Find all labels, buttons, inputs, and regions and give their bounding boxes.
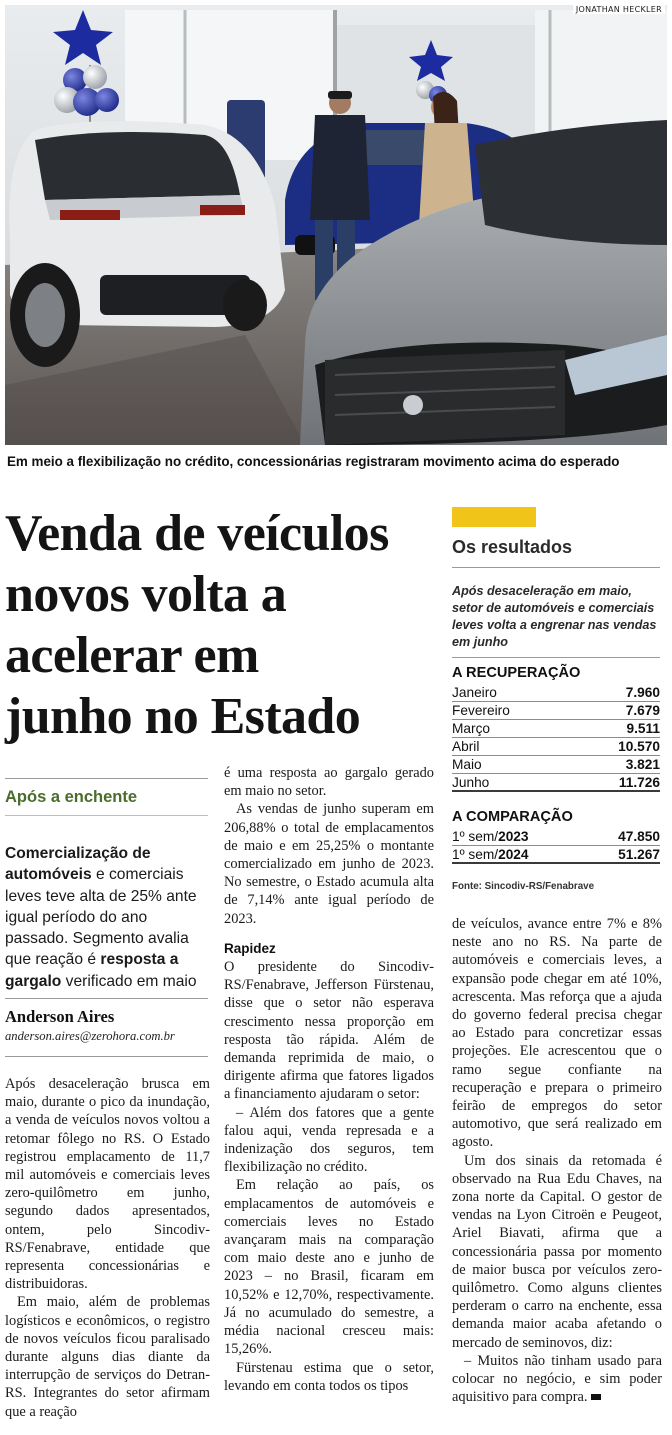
subheading: Rapidez <box>224 940 276 956</box>
news-photo <box>5 5 667 445</box>
table-row <box>452 756 660 774</box>
body-paragraph: Após desaceleração brusca em maio, durante o pico da inundação, a venda de veículos novos voltou a retomar fôlego no RS. O Estado registrou emplacamento de 11,7 mil automóveis e comerciais leves zero-quilômetro em junho, segundo dados apresentados, ontem, pelo Sincodiv-RS/Fenabrave, entidade que representa concessionárias e distribuidoras. <box>5 1076 210 1293</box>
row-value: 3.821 <box>625 757 660 772</box>
row-label: Junho <box>452 775 490 790</box>
table-row <box>452 828 660 846</box>
row-value: 9.511 <box>626 721 660 736</box>
table-row <box>452 774 660 792</box>
divider <box>5 815 208 816</box>
comparison-title: A COMPARAÇÃO <box>452 809 573 825</box>
row-label-prefix: 1º sem/ <box>452 847 499 862</box>
sidebar-accent-bar <box>452 507 536 527</box>
divider <box>5 998 208 999</box>
section-kicker: Após a enchente <box>5 788 138 806</box>
body-column-2 <box>224 764 434 1395</box>
headline-line-2: novos volta a <box>5 566 287 623</box>
divider <box>452 567 660 568</box>
divider <box>452 657 660 658</box>
row-label: Fevereiro <box>452 703 510 718</box>
body-paragraph: O presidente do Sincodiv-RS/Fenabrave, Jefferson Fürstenau, disse que o setor não esperava crescimento nessa proporção em resposta tão rápida. Além de demanda reprimida de maio, o dirigente afirma que fatores ligados a financiamento ajudaram o setor: <box>224 959 434 1103</box>
divider <box>5 778 208 779</box>
row-label: Abril <box>452 739 480 754</box>
photo-caption: Em meio a flexibilização no crédito, concessionárias registraram movimento acima do esperado <box>7 454 620 469</box>
summary <box>5 843 210 992</box>
headline-line-3: acelerar em <box>5 627 259 684</box>
author-name: Anderson Aires <box>5 1007 115 1026</box>
row-value: 11.726 <box>618 775 660 790</box>
table-row <box>452 738 660 756</box>
body-paragraph: Um dos sinais da retomada é observado na Rua Edu Chaves, na zona norte da Capital. O gestor de vendas na Lyon Citroën e Peugeot, Ariel Biavati, afirma que a concessionária passa por momento de maior busca por veículos zero-quilômetro. Como alguns clientes perderam o carro na enchente, essa demanda maior acaba afetando o mercado de seminovos, diz: <box>452 1152 662 1351</box>
end-mark-icon <box>591 1394 601 1400</box>
row-value: 7.960 <box>625 685 660 700</box>
table-row <box>452 846 660 864</box>
row-label-year: 2023 <box>498 829 529 844</box>
divider <box>5 1056 208 1057</box>
author-email[interactable]: anderson.aires@zerohora.com.br <box>5 1029 175 1043</box>
body-column-3 <box>452 915 662 1406</box>
body-paragraph: Fürstenau estima que o setor, levando em conta todos os tipos <box>224 1359 434 1394</box>
recovery-title: A RECUPERAÇÃO <box>452 665 581 681</box>
body-text: – Muitos não tinham usado para colocar no negócio, e sim poder aquisitivo para compra. <box>452 1352 662 1406</box>
table-row <box>452 702 660 720</box>
row-label-year: 2024 <box>498 847 529 862</box>
headline-line-1: Venda de veículos <box>5 505 389 562</box>
sidebar-source: Fonte: Sincodiv-RS/Fenabrave <box>452 881 595 892</box>
body-paragraph: de veículos, avance entre 7% e 8% neste ano no RS. Na parte de automóveis e comerciais leves, a expansão pode chegar em até 10%, acrescenta. Mas reforça que a ajuda do governo federal precisa chegar ao Estado para concretizar essas projeções. Ele acrescentou que o ramo segue confiante na recuperação e prepara o primeiro feirão de empregos do setor automotivo, que será realizado em agosto. <box>452 916 662 1151</box>
row-label <box>452 846 529 862</box>
summary-bold-2: resposta a gargalo <box>5 951 179 990</box>
comparison-table <box>452 828 660 864</box>
body-paragraph: é uma resposta ao gargalo gerado em maio no setor. <box>224 765 434 800</box>
headline-line-4: junho no Estado <box>5 688 361 745</box>
table-row <box>452 684 660 702</box>
showroom-cars-illustration <box>5 5 667 445</box>
row-value: 7.679 <box>625 703 660 718</box>
row-value: 47.850 <box>618 829 660 844</box>
headline <box>5 503 435 747</box>
body-paragraph: Em relação ao país, os emplacamentos de automóveis e comerciais leves no Estado avançaram mais na comparação com maio deste ano e junho de 2023 – no Brasil, ficaram em 10,52% e 12,70%, respectivamente. Já no acumulado do semestre, a média nacional cresceu mais: 15,26%. <box>224 1177 434 1358</box>
sidebar-title: Os resultados <box>452 537 573 557</box>
summary-text-1: e comerciais leves teve alta de 25% ante igual período do ano passado. Segmento avalia que reação é <box>5 866 197 969</box>
body-paragraph: – Além dos fatores que a gente falou aqui, venda represada e a indenização dos seguros, tem flexibilização no crédito. <box>224 1104 434 1176</box>
row-value: 10.570 <box>618 739 660 754</box>
summary-bold-1: Comercialização de automóveis <box>5 845 151 884</box>
body-paragraph: Em maio, além de problemas logísticos e econômicos, o registro de novos veículos ficou paralisado durante alguns dias diante da interrupção de serviços do Detran-RS. Integrantes do setor afirmam que a reação <box>5 1294 210 1420</box>
table-row <box>452 720 660 738</box>
row-label-prefix: 1º sem/ <box>452 829 499 844</box>
body-paragraph: As vendas de junho superam em 206,88% o total de emplacamentos de maio e em 25,25% o montante comercializado em junho de 2023. No semestre, o Estado acumula alta de 7,14% ante igual período de 2023. <box>224 801 434 927</box>
sidebar-intro: Após desaceleração em maio, setor de automóveis e comerciais leves volta a engrenar nas vendas em junho <box>452 584 657 649</box>
body-column-1 <box>5 1075 210 1421</box>
row-label: Janeiro <box>452 685 497 700</box>
body-paragraph-last <box>452 1352 662 1407</box>
recovery-table <box>452 684 660 792</box>
row-value: 51.267 <box>618 847 660 862</box>
row-label: Maio <box>452 757 482 772</box>
row-label: Março <box>452 721 491 736</box>
photo-credit: JONATHAN HECKLER <box>573 5 665 14</box>
summary-text-2: verificado em maio <box>61 972 197 990</box>
row-label <box>452 828 529 845</box>
